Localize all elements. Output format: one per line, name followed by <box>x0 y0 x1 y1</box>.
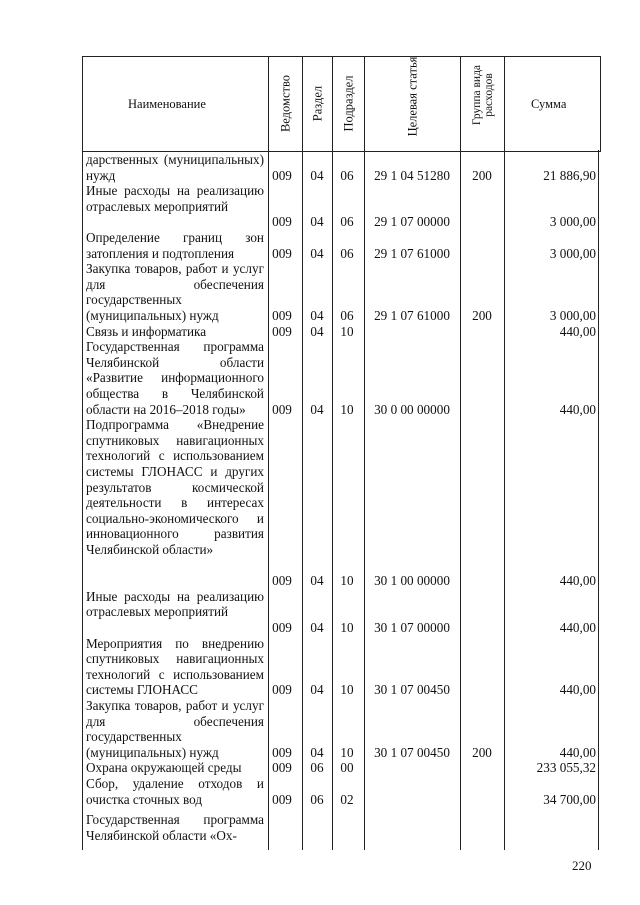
row-podrazdel: 10 <box>340 573 354 589</box>
table-header <box>82 56 601 152</box>
header-vedomstvo: Ведомство <box>278 74 293 133</box>
row-celevaya: 30 1 07 00450 <box>374 682 450 698</box>
row-razdel: 04 <box>310 307 324 323</box>
row-name: Мероприятия по внедрению спутниковых навигационных технологий с использованием системы ГЛОНАСС <box>86 635 264 698</box>
row-summa: 440,00 <box>559 682 596 698</box>
row-name: Закупка товаров, работ и услуг для обеспечения государственных (муниципальных) нужд <box>86 261 264 323</box>
row-name: Государственная программа Челябинской области «Развитие информационного общества в Челябинской области на 2016–2018 годы» <box>86 339 264 417</box>
column-divider <box>504 150 505 850</box>
row-vedomstvo: 009 <box>272 619 292 635</box>
header-vedomstvo-cell <box>269 57 303 151</box>
row-summa: 233 055,32 <box>536 760 596 776</box>
row-name: дарственных (муниципальных) нужд <box>86 152 264 183</box>
row-gruppa: 200 <box>472 744 492 760</box>
header-gruppa: Группа вида расходов <box>471 64 495 126</box>
row-summa: 440,00 <box>559 401 596 417</box>
header-name-cell <box>83 57 269 151</box>
row-vedomstvo: 009 <box>272 307 292 323</box>
row-razdel: 04 <box>310 167 324 183</box>
row-razdel: 06 <box>310 791 324 807</box>
row-celevaya: 29 1 04 51280 <box>374 167 450 183</box>
header-summa: Сумма <box>531 97 567 111</box>
row-podrazdel: 06 <box>340 307 354 323</box>
row-summa: 440,00 <box>559 573 596 589</box>
row-name: Связь и информатика <box>86 323 207 339</box>
row-podrazdel: 10 <box>340 744 354 760</box>
row-name: Иные расходы на реализацию отраслевых мероприятий <box>86 588 264 620</box>
header-razdel: Раздел <box>310 85 325 122</box>
row-celevaya: 30 1 00 00000 <box>374 573 450 589</box>
row-podrazdel: 06 <box>340 214 354 230</box>
column-divider <box>302 150 303 850</box>
row-gruppa: 200 <box>472 167 492 183</box>
column-divider <box>364 150 365 850</box>
header-name: Наименование <box>128 97 206 111</box>
header-podrazdel: Подраздел <box>341 75 356 132</box>
header-celevaya-cell <box>365 57 461 151</box>
row-celevaya: 30 1 07 00450 <box>374 744 450 760</box>
row-vedomstvo: 009 <box>272 167 292 183</box>
header-razdel-cell <box>303 57 333 151</box>
row-celevaya: 30 0 00 00000 <box>374 401 450 417</box>
row-vedomstvo: 009 <box>272 791 292 807</box>
column-divider <box>82 150 83 850</box>
row-summa: 3 000,00 <box>549 307 596 323</box>
row-summa: 440,00 <box>559 744 596 760</box>
row-podrazdel: 10 <box>340 401 354 417</box>
row-summa: 21 886,90 <box>543 167 596 183</box>
row-name: Определение границ зон затопления и подтопления <box>86 230 264 261</box>
page-number: 220 <box>572 858 592 873</box>
header-celevaya: Целевая статья <box>405 56 420 137</box>
row-razdel: 06 <box>310 760 324 776</box>
row-vedomstvo: 009 <box>272 323 292 339</box>
column-divider <box>332 150 333 850</box>
row-podrazdel: 00 <box>340 760 354 776</box>
row-name: Сбор, удаление отходов и очистка сточных вод <box>86 776 264 807</box>
row-razdel: 04 <box>310 744 324 760</box>
row-vedomstvo: 009 <box>272 760 292 776</box>
row-celevaya: 29 1 07 61000 <box>374 245 450 261</box>
row-name: Государственная программа Челябинской области «Ох- <box>86 812 264 843</box>
row-gruppa: 200 <box>472 307 492 323</box>
header-gruppa-cell <box>461 57 505 151</box>
row-razdel: 04 <box>310 401 324 417</box>
row-vedomstvo: 009 <box>272 573 292 589</box>
row-podrazdel: 10 <box>340 619 354 635</box>
column-divider <box>598 150 599 850</box>
row-name: Закупка товаров, работ и услуг для обеспечения государственных (муниципальных) нужд <box>86 698 264 760</box>
row-razdel: 04 <box>310 573 324 589</box>
column-divider <box>460 150 461 850</box>
row-vedomstvo: 009 <box>272 401 292 417</box>
header-podrazdel-cell <box>333 57 365 151</box>
row-vedomstvo: 009 <box>272 744 292 760</box>
row-razdel: 04 <box>310 214 324 230</box>
row-summa: 34 700,00 <box>543 791 596 807</box>
row-vedomstvo: 009 <box>272 682 292 698</box>
row-celevaya: 30 1 07 00000 <box>374 619 450 635</box>
row-podrazdel: 06 <box>340 245 354 261</box>
row-celevaya: 29 1 07 00000 <box>374 214 450 230</box>
row-summa: 3 000,00 <box>549 214 596 230</box>
row-vedomstvo: 009 <box>272 214 292 230</box>
row-razdel: 04 <box>310 245 324 261</box>
row-name: Охрана окружающей среды <box>86 760 242 776</box>
row-razdel: 04 <box>310 682 324 698</box>
row-podrazdel: 06 <box>340 167 354 183</box>
header-summa-cell <box>505 57 600 151</box>
row-podrazdel: 10 <box>340 682 354 698</box>
row-vedomstvo: 009 <box>272 245 292 261</box>
row-razdel: 04 <box>310 619 324 635</box>
row-summa: 440,00 <box>559 323 596 339</box>
table-body <box>82 150 599 850</box>
row-summa: 440,00 <box>559 619 596 635</box>
row-razdel: 04 <box>310 323 324 339</box>
row-podrazdel: 10 <box>340 323 354 339</box>
row-celevaya: 29 1 07 61000 <box>374 307 450 323</box>
row-summa: 3 000,00 <box>549 245 596 261</box>
row-podrazdel: 02 <box>340 791 354 807</box>
row-name: Подпрограмма «Внедрение спутниковых навигационных технологий с использованием системы ГЛОНАСС и других результатов космической деятельности в интересах социально-экономического и инновационного развития Челябинской области» <box>86 417 264 557</box>
row-name: Иные расходы на реализацию отраслевых мероприятий <box>86 183 264 214</box>
